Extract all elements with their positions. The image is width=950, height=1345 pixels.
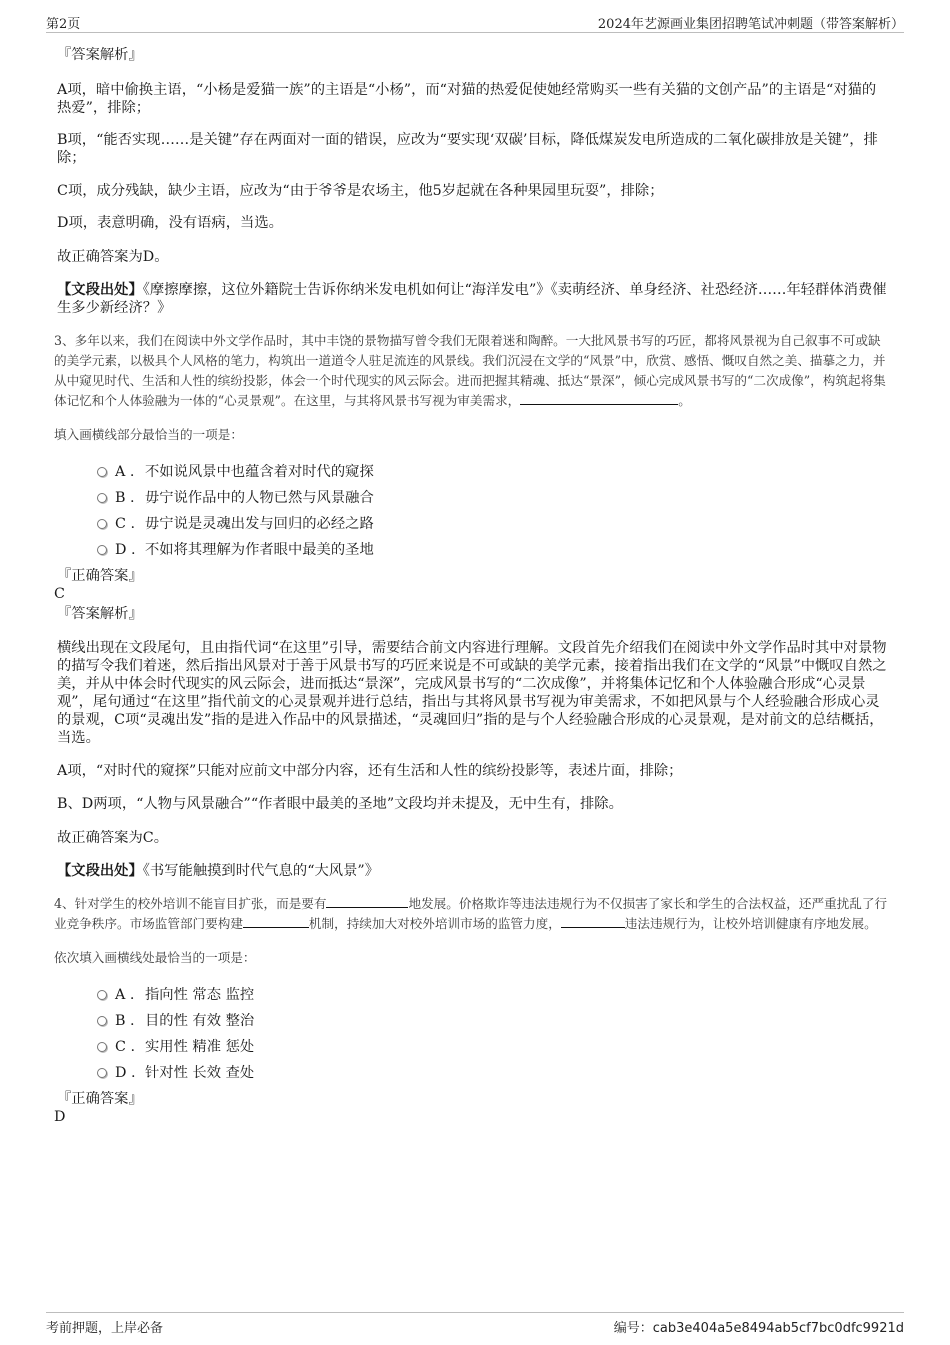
radio-icon[interactable] xyxy=(97,545,107,555)
radio-icon[interactable] xyxy=(97,493,107,503)
footer-slogan: 考前押题，上岸必备 xyxy=(46,1321,164,1336)
document-code xyxy=(614,1317,904,1336)
option-c[interactable]: C . 毋宁说是灵魂出发与回归的必经之路 xyxy=(57,511,890,537)
analysis-item-c: C项，成分残缺，缺少主语，应改为“由于爷爷是农场主，他5岁起就在各种果园里玩耍”，排除； xyxy=(57,183,664,199)
correct-answer-label: 『正确答案』 xyxy=(57,1091,143,1107)
source-label: 【文段出处】 xyxy=(57,282,143,298)
question-4-stem: 4、针对学生的校外培训不能盲目扩张，而是要有 地发展。价格欺诈等违法违规行为不仅损害了家长和学生的合法权益，还严重扰乱了行业竞争秩序。市场监管部门要构建 机制，持续加大对校外培训市场的监管力度， 违法违规行为，让校外培训健康有序地发展。 xyxy=(54,896,888,931)
document-title: 2024年艺源画业集团招聘笔试冲刺题（带答案解析） xyxy=(597,17,904,32)
question-3-text: 3、多年以来，我们在阅读中外文学作品时，其中丰饶的景物描写曾令我们无限着迷和陶醉。一大批风景书写的巧匠，都将风景视为自己叙事不可或缺的美学元素，以极具个人风格的笔力，构筑出一道道令人驻足流连的风景线。我们沉浸在文学的“风景”中，欣赏、感悟、慨叹自然之美、描摹之力，并从中窥见时代、生活和人性的缤纷投影，体会一个时代现实的风云际会。进而把握其精魂、抵达“景深”，倾心完成风景书写的“二次成像”，构筑起将集体记忆和个人体验融为一体的“心灵景观”。在这里，与其将风景书写视为审美需求， xyxy=(54,333,886,408)
analysis-label: 『答案解析』 xyxy=(57,47,143,63)
question-3-end: 。 xyxy=(678,393,691,408)
answer-conclusion: 故正确答案为D。 xyxy=(57,249,169,265)
answer-blank xyxy=(520,391,678,405)
source-text: 《书写能触摸到时代气息的“大风景”》 xyxy=(142,863,379,879)
analysis-item-b: B项，“能否实现……是关键”存在两面对一面的错误，应改为“要实现‘双碳’目标，降低煤炭发电所造成的二氧化碳排放是关键”，排除； xyxy=(57,132,878,166)
option-b[interactable]: B . 毋宁说作品中的人物已然与风景融合 xyxy=(57,485,890,511)
source-note xyxy=(57,281,890,317)
radio-icon[interactable] xyxy=(97,990,107,1000)
answer-blank-1 xyxy=(326,894,408,908)
question-4-options xyxy=(57,982,890,1086)
code-value: cab3e404a5e8494ab5cf7bc0dfc9921d xyxy=(652,1321,904,1336)
analysis-option-bd: B、D两项，“人物与风景融合”“作者眼中最美的圣地”文段均并未提及，无中生有，排除。 xyxy=(57,796,623,812)
radio-icon[interactable] xyxy=(97,467,107,477)
correct-answer-value: C xyxy=(54,586,65,602)
page-header xyxy=(46,10,904,33)
option-d[interactable]: D . 针对性 长效 查处 xyxy=(57,1060,890,1086)
option-a[interactable]: A . 不如说风景中也蕴含着对时代的窥探 xyxy=(57,459,890,485)
question-3-options xyxy=(57,459,890,563)
source-note xyxy=(57,862,890,880)
correct-answer-value: D xyxy=(54,1109,66,1125)
radio-icon[interactable] xyxy=(97,1068,107,1078)
answer-conclusion: 故正确答案为C。 xyxy=(57,830,169,846)
radio-icon[interactable] xyxy=(97,519,107,529)
correct-answer-label: 『正确答案』 xyxy=(57,568,143,584)
page-content xyxy=(54,46,890,1126)
answer-blank-3 xyxy=(561,914,625,928)
code-label: 编号： xyxy=(613,1321,653,1336)
analysis-item-a: A项，暗中偷换主语，“小杨是爱猫一族”的主语是“小杨”，而“对猫的热爱促使她经常购买一些有关猫的文创产品”的主语是“对猫的热爱”，排除； xyxy=(57,82,877,116)
radio-icon[interactable] xyxy=(97,1042,107,1052)
answer-blank-2 xyxy=(243,914,309,928)
analysis-label: 『答案解析』 xyxy=(57,606,143,622)
option-b[interactable]: B . 目的性 有效 整治 xyxy=(57,1008,890,1034)
source-text: 《摩擦摩擦，这位外籍院士告诉你纳米发电机如何让“海洋发电”》《卖萌经济、单身经济、社恐经济……年轻群体消费催生多少新经济？》 xyxy=(57,282,887,316)
option-c[interactable]: C . 实用性 精准 惩处 xyxy=(57,1034,890,1060)
option-a[interactable]: A . 指向性 常态 监控 xyxy=(57,982,890,1008)
source-label: 【文段出处】 xyxy=(57,863,143,879)
analysis-item-d: D项，表意明确，没有语病，当选。 xyxy=(57,215,283,231)
question-4-prompt: 依次填入画横线处最恰当的一项是： xyxy=(54,950,256,965)
option-d[interactable]: D . 不如将其理解为作者眼中最美的圣地 xyxy=(57,537,890,563)
question-3-stem xyxy=(54,331,890,411)
analysis-option-a: A项，“对时代的窥探”只能对应前文中部分内容，还有生活和人性的缤纷投影等，表述片面，排除； xyxy=(57,763,683,779)
page-footer xyxy=(46,1312,904,1339)
analysis-main: 横线出现在文段尾句，且由指代词“在这里”引导，需要结合前文内容进行理解。文段首先介绍我们在阅读中外文学作品时其中对景物的描写令我们着迷，然后指出风景对于善于风景书写的巧匠来说是不可或缺的美学元素，接着指出我们在文学的“风景”中慨叹自然之美，并从中体会时代现实的风云际会，进而抵达“景深”，完成风景书写的“二次成像”，并将集体记忆和个人体验融合形成“心灵景观”，尾句通过“在这里”指代前文的心灵景观并进行总结，指出与其将风景书写视为审美需求，不如把风景与个人经验融合形成心灵的景观，C项“灵魂出发”指的是进入作品中的风景描述，“灵魂回归”指的是与个人经验融合形成的心灵景观，是对前文的总结概括，当选。 xyxy=(57,640,887,746)
page-number: 第2页 xyxy=(46,17,81,32)
radio-icon[interactable] xyxy=(97,1016,107,1026)
question-3-prompt: 填入画横线部分最恰当的一项是： xyxy=(54,427,243,442)
